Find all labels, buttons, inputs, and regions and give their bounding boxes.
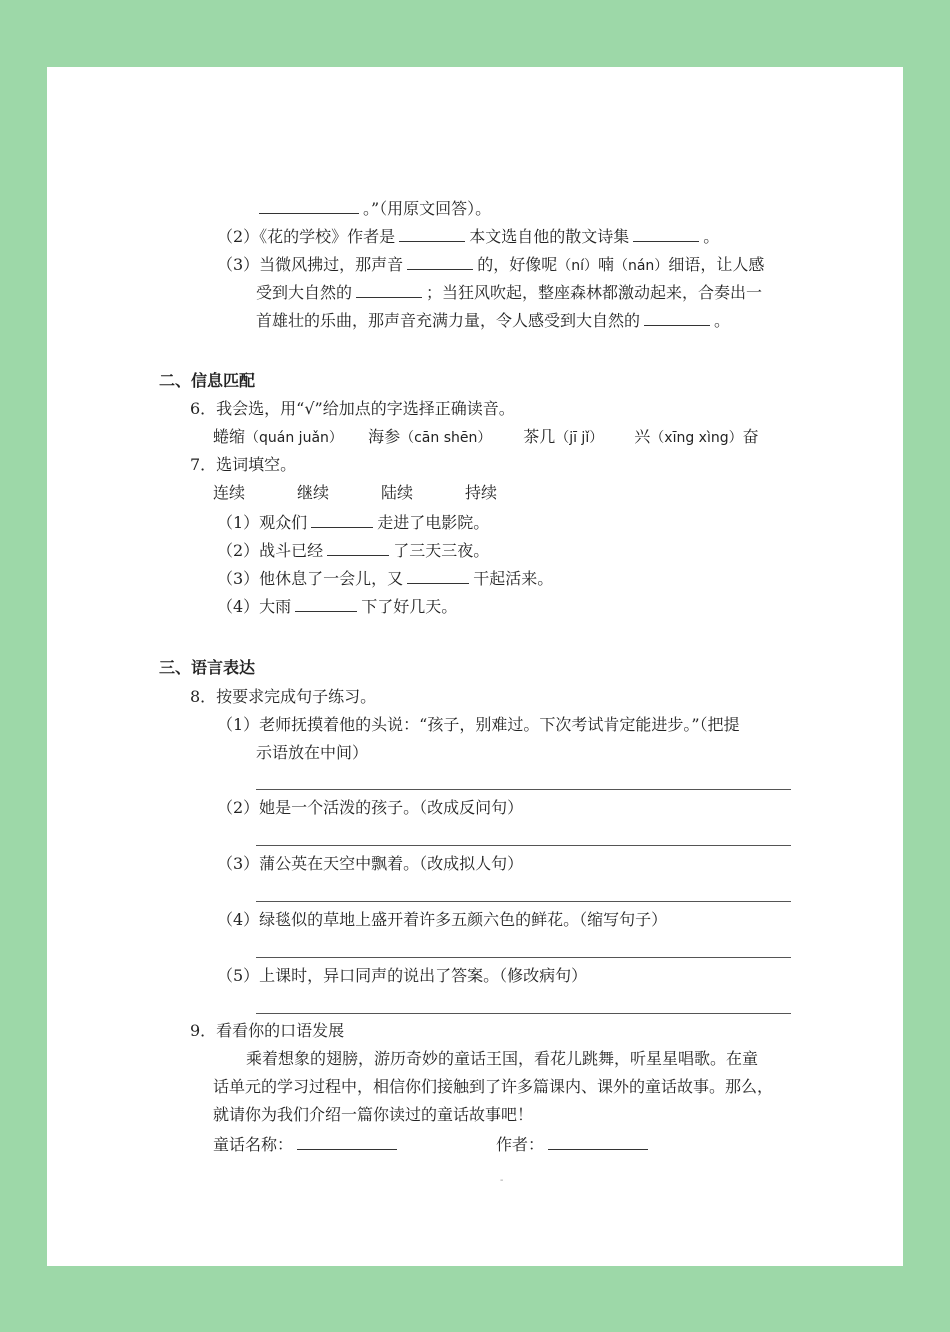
q7-2-line: （2）战斗已经 了三天三夜。 [217, 541, 490, 560]
page-mark: - [500, 1175, 504, 1186]
q7-1-line: （1）观众们 走进了电影院。 [217, 513, 490, 532]
q5-3-line-3 [256, 309, 730, 331]
word-option: 连续 [213, 483, 246, 502]
q5-3-text-b: 的，好像呢 [477, 255, 558, 274]
q5-3-text-f: ；当狂风吹起，整座森林都激动起来，合奏出一 [426, 283, 763, 302]
q8-4-text: （4）绿毯似的草地上盛开着许多五颜六色的鲜花。（缩写句子） [217, 910, 668, 929]
q8-prompt: 8．按要求完成句子练习。 [190, 687, 377, 706]
q6-option[interactable]: 蜷缩（quán juǎn） [213, 427, 343, 446]
q5-2-text-c: 。 [703, 227, 720, 246]
section-2-title: 二、信息匹配 [159, 371, 256, 390]
q5-3-text-h: 。 [714, 311, 731, 330]
sound-blank[interactable] [407, 253, 473, 270]
fill-blank[interactable] [311, 511, 373, 528]
fill-blank[interactable] [407, 567, 469, 584]
author-label: 作者： [496, 1135, 545, 1154]
q5-3-text-g: 首雄壮的乐曲，那声音充满力量，令人感受到大自然的 [256, 311, 641, 330]
fill-blank[interactable] [295, 595, 357, 612]
q8-2-text: （2）她是一个活泼的孩子。（改成反问句） [217, 798, 524, 817]
q5-end-line [255, 197, 491, 219]
q9-prompt: 9．看看你的口语发展 [190, 1021, 345, 1040]
pinyin-ni: （ní） [557, 258, 598, 274]
q7-word-bank [213, 483, 549, 503]
answer-blank[interactable] [259, 197, 359, 214]
q5-3-text-a: （3）当微风拂过，那声音 [217, 255, 404, 274]
q6-option[interactable]: 兴（xīng xìng）奋 [634, 427, 759, 446]
author-row [496, 1133, 652, 1155]
q5-2-line [217, 225, 719, 247]
q9-paragraph-line: 就请你为我们介绍一篇你读过的童话故事吧！ [213, 1105, 534, 1124]
q5-2-text-b: 本文选自他的散文诗集 [469, 227, 630, 246]
q5-2-text-a: （2）《花的学校》作者是 [217, 227, 396, 246]
q6-option[interactable]: 茶几（jī jǐ） [523, 427, 604, 446]
q9-paragraph-line: 话单元的学习过程中，相信你们接触到了许多篇课内、课外的童话故事。那么， [213, 1077, 774, 1096]
story-name-label: 童话名称： [213, 1135, 294, 1154]
q8-1-text-cont: 示语放在中间） [256, 743, 369, 762]
nature-blank-2[interactable] [644, 309, 710, 326]
q5-3-line-1 [217, 253, 764, 276]
author-blank[interactable] [399, 225, 465, 242]
answer-line[interactable] [256, 845, 791, 846]
q5-3-text-c: 喃 [597, 255, 614, 274]
answer-line[interactable] [256, 957, 791, 958]
collection-blank[interactable] [633, 225, 699, 242]
q6-prompt: 6．我会选，用“√”给加点的字选择正确读音。 [190, 399, 515, 418]
q9-paragraph-line: 乘着想象的翅膀，游历奇妙的童话王国，看花儿跳舞，听星星唱歌。在童 [246, 1049, 759, 1068]
story-name-blank[interactable] [297, 1133, 397, 1150]
answer-line[interactable] [256, 1013, 791, 1014]
q7-prompt: 7．选词填空。 [190, 455, 297, 474]
q7-3-line: （3）他休息了一会儿，又 干起活来。 [217, 569, 554, 588]
word-option: 继续 [297, 483, 330, 502]
nature-blank-1[interactable] [356, 281, 422, 298]
fill-blank[interactable] [327, 539, 389, 556]
story-name-row [213, 1133, 401, 1155]
q8-3-text: （3）蒲公英在天空中飘着。（改成拟人句） [217, 854, 524, 873]
q7-4-line: （4）大雨 下了好几天。 [217, 597, 458, 616]
q5-3-text-d: 细语，让人感 [668, 255, 765, 274]
pinyin-nan: （nán） [613, 258, 669, 274]
q5-3-line-2 [256, 281, 762, 303]
word-option: 陆续 [381, 483, 414, 502]
q8-5-text: （5）上课时，异口同声的说出了答案。（修改病句） [217, 966, 588, 985]
q8-1-text: （1）老师抚摸着他的头说：“孩子，别难过。下次考试肯定能进步。”（把提 [217, 715, 740, 734]
answer-line[interactable] [256, 789, 791, 790]
section-3-title: 三、语言表达 [159, 658, 256, 677]
answer-line[interactable] [256, 901, 791, 902]
q6-option[interactable]: 海参（cān shēn） [368, 427, 492, 446]
author-name-blank[interactable] [548, 1133, 648, 1150]
q6-options [213, 427, 759, 448]
word-option: 持续 [465, 483, 498, 502]
q5-3-text-e: 受到大自然的 [256, 283, 353, 302]
q5-end-text: 。”（用原文回答）。 [363, 199, 492, 218]
worksheet-page [47, 67, 903, 1266]
